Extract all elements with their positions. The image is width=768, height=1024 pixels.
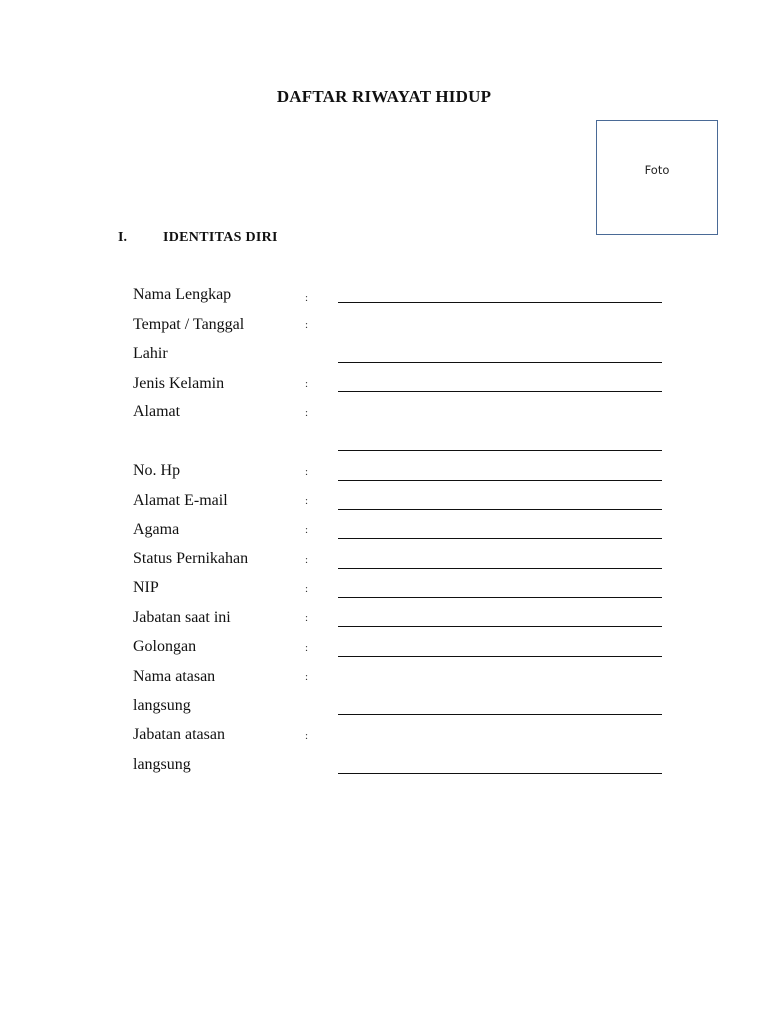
field-input-line-nama-lengkap[interactable] [338, 302, 662, 303]
field-label-nama-atasan-langsung: langsung [133, 697, 191, 714]
field-label-alamat-email: Alamat E-mail [133, 492, 228, 509]
field-colon: : [305, 671, 309, 683]
field-colon: : [305, 524, 309, 536]
field-label-nama-atasan: Nama atasan [133, 668, 216, 685]
field-input-line-alamat[interactable] [338, 450, 662, 451]
field-colon: : [305, 495, 309, 507]
field-label-nip: NIP [133, 579, 159, 596]
field-input-line-jenis-kelamin[interactable] [338, 391, 662, 392]
field-label-no-hp: No. Hp [133, 462, 181, 479]
field-input-line-tempat-tanggal-lahir[interactable] [338, 362, 662, 363]
field-input-line-status-pernikahan[interactable] [338, 568, 662, 569]
field-input-line-alamat-email[interactable] [338, 509, 662, 510]
photo-label: Foto [644, 163, 670, 177]
field-input-line-no-hp[interactable] [338, 480, 662, 481]
field-label-status-pernikahan: Status Pernikahan [133, 550, 249, 567]
field-label-tempat-tanggal: Tempat / Tanggal [133, 316, 245, 333]
field-colon: : [305, 292, 309, 304]
field-label-golongan: Golongan [133, 638, 197, 655]
field-colon: : [305, 730, 309, 742]
field-label-alamat: Alamat [133, 403, 181, 420]
field-colon: : [305, 554, 309, 566]
field-colon: : [305, 612, 309, 624]
field-input-line-nama-atasan-langsung[interactable] [338, 714, 662, 715]
field-label-jabatan-saat-ini: Jabatan saat ini [133, 609, 231, 626]
field-label-nama-lengkap: Nama Lengkap [133, 286, 232, 303]
field-label-jabatan-atasan-langsung: langsung [133, 756, 191, 773]
field-colon: : [305, 407, 309, 419]
field-colon: : [305, 583, 309, 595]
field-input-line-nip[interactable] [338, 597, 662, 598]
photo-placeholder-box [596, 120, 718, 235]
field-input-line-agama[interactable] [338, 538, 662, 539]
field-label-agama: Agama [133, 521, 180, 538]
document-title: DAFTAR RIWAYAT HIDUP [276, 87, 492, 106]
field-label-lahir: Lahir [133, 345, 168, 362]
field-input-line-jabatan-saat-ini[interactable] [338, 626, 662, 627]
section-title: IDENTITAS DIRI [163, 230, 278, 245]
field-colon: : [305, 378, 309, 390]
section-number: I. [118, 230, 127, 245]
field-colon: : [305, 466, 309, 478]
field-label-jenis-kelamin: Jenis Kelamin [133, 375, 225, 392]
field-input-line-golongan[interactable] [338, 656, 662, 657]
field-label-jabatan-atasan: Jabatan atasan [133, 726, 225, 743]
field-input-line-jabatan-atasan-langsung[interactable] [338, 773, 662, 774]
field-colon: : [305, 642, 309, 654]
field-colon: : [305, 319, 309, 331]
